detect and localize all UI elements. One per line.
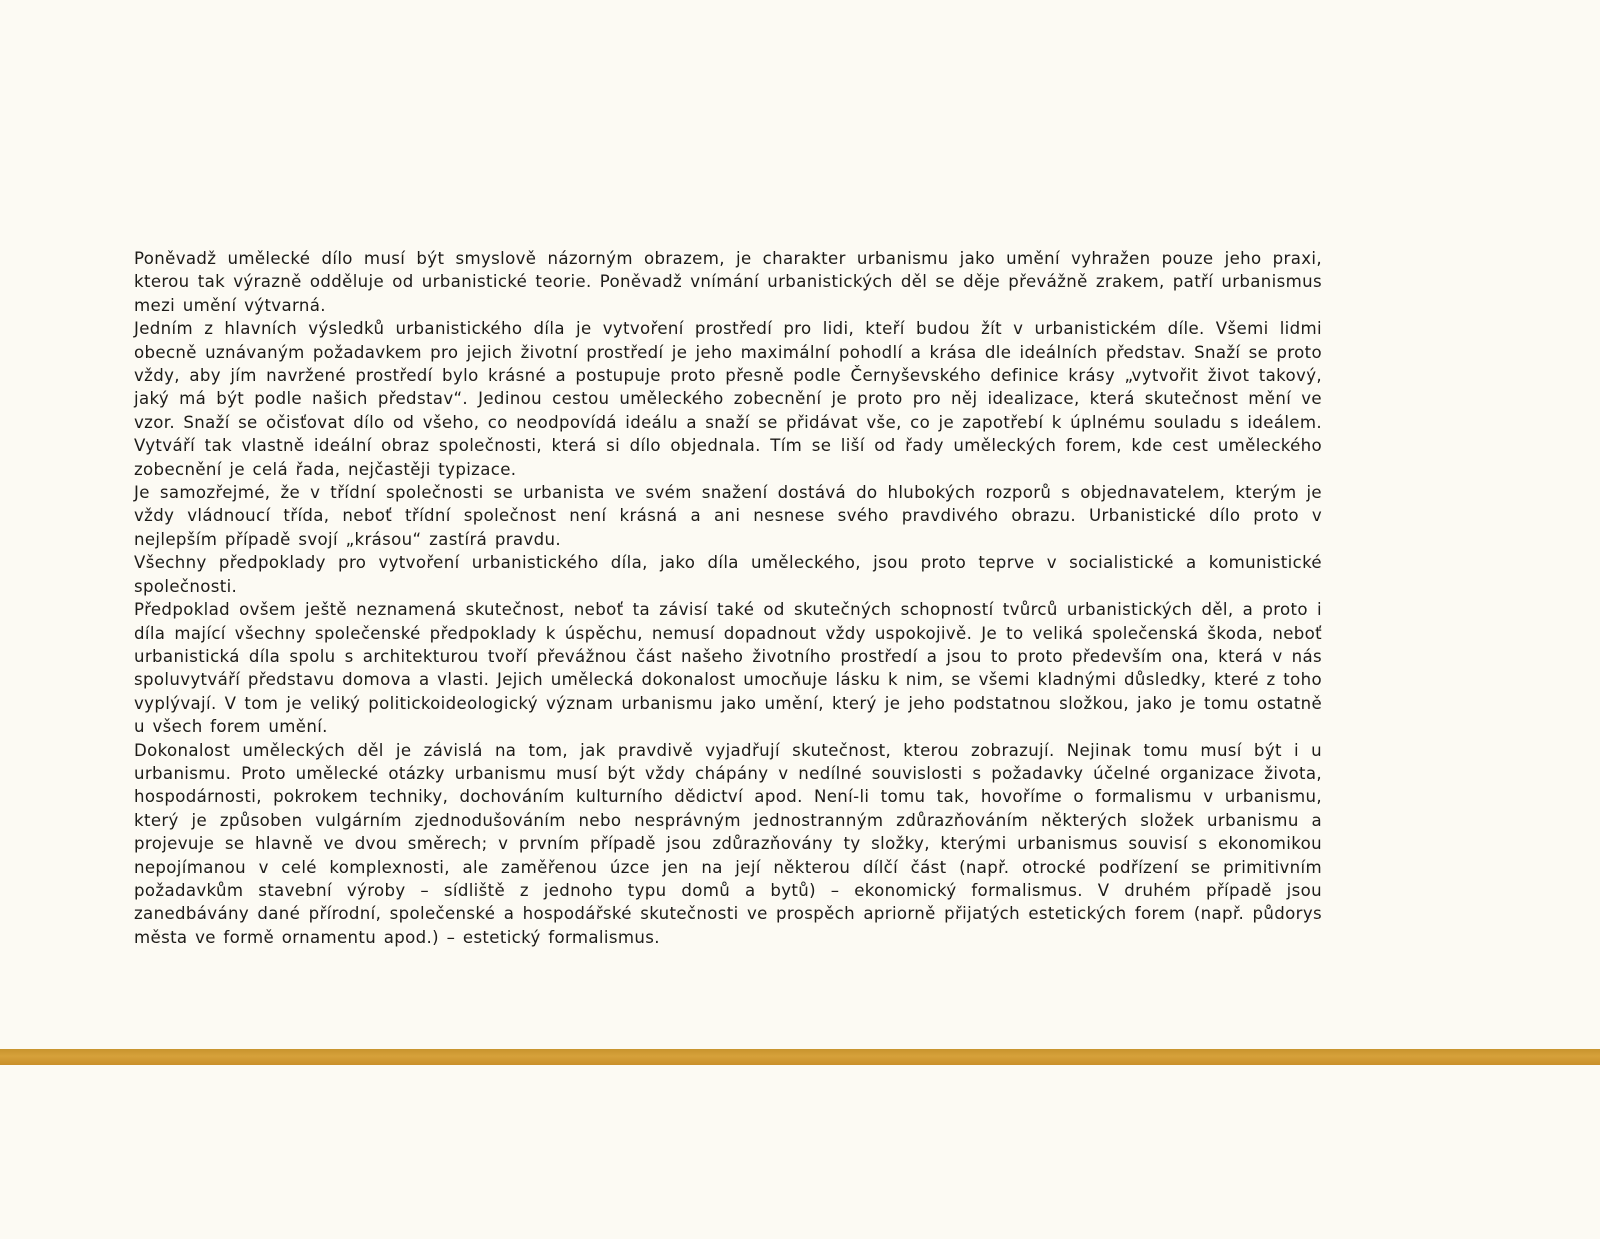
paragraph: Poněvadž umělecké dílo musí být smyslově názorným obrazem, je charakter urbanismu jako umění vyhražen pouze jeho praxi, kterou tak výrazně odděluje od urbanistické teorie. Poněvadž vnímání urbanistických děl se děje převážně zrakem, patří urbanismus mezi umění výtvarná. [134,249,1322,315]
paragraph: Všechny předpoklady pro vytvoření urbanistického díla, jako díla uměleckého, jsou proto teprve v socialistické a komunistické společnosti. [134,553,1322,596]
paragraph: Předpoklad ovšem ještě neznamená skutečnost, neboť ta závisí také od skutečných schopností tvůrců urbanistických děl, a proto i díla mající všechny společenské předpoklady k úspěchu, nemusí dopadnout vždy uspokojivě. Je to veliká společenská škoda, neboť urbanistická díla spolu s architekturou tvoří převážnou část našeho životního prostředí a jsou to proto především ona, která v nás spoluvytváří představu domova a vlasti. Jejich umělecká dokonalost umocňuje lásku k nim, se všemi kladnými důsledky, které z toho vyplývají. V tom je veliký politickoideologický význam urbanismu jako umění, který je jeho podstatnou složkou, jako je tomu ostatně u všech forem umění. [134,600,1322,737]
paragraph: Jedním z hlavních výsledků urbanistického díla je vytvoření prostředí pro lidi, kteří budou žít v urbanistickém díle. Všemi lidmi obecně uznávaným požadavkem pro jejich životní prostředí je jeho maximální pohodlí a krása dle ideálních představ. Snaží se proto vždy, aby jím navržené prostředí bylo krásné a postupuje proto přesně podle Černyševského definice krásy „vytvořit život takový, jaký má být podle našich představ“. Jedinou cestou uměleckého zobecnění je proto pro něj idealizace, která skutečnost mění ve vzor. Snaží se očisťovat dílo od všeho, co neodpovídá ideálu a snaží se přidávat vše, co je zapotřebí k úplnému souladu s ideálem. Vytváří tak vlastně ideální obraz společnosti, která si dílo objednala. Tím se liší od řady uměleckých forem, kde cest uměleckého zobecnění je celá řada, nejčastěji typizace. [134,319,1322,479]
paragraph: Je samozřejmé, že v třídní společnosti se urbanista ve svém snažení dostává do hlubokých rozporů s objednavatelem, kterým je vždy vládnoucí třída, neboť třídní společnost není krásná a ani nesnese svého pravdivého obrazu. Urbanistické dílo proto v nejlepším případě svojí „krásou“ zastírá pravdu. [134,483,1322,549]
body-text [134,247,1322,949]
paragraph: Dokonalost uměleckých děl je závislá na tom, jak pravdivě vyjadřují skutečnost, kterou zobrazují. Nejinak tomu musí být i u urbanismu. Proto umělecké otázky urbanismu musí být vždy chápány v nedílné souvislosti s požadavky účelné organizace života, hospodárnosti, pokrokem techniky, dochováním kulturního dědictví apod. Není-li tomu tak, hovoříme o formalismu v urbanismu, který je způsoben vulgárním zjednodušováním nebo nesprávným jednostranným zdůrazňováním některých složek urbanismu a projevuje se hlavně ve dvou směrech; v prvním případě jsou zdůrazňovány ty složky, kterými urbanismus souvisí s ekonomikou nepojímanou v celé komplexnosti, ale zaměřenou úzce jen na její některou dílčí část (např. otrocké podřízení se primitivním požadavkům stavební výroby – sídliště z jednoho typu domů a bytů) – ekonomický formalismus. V druhém případě jsou zanedbávány dané přírodní, společenské a hospodářské skutečnosti ve prospěch apriorně přijatých estetických forem (např. půdorys města ve formě ornamentu apod.) – estetický formalismus. [134,740,1322,947]
decorative-gold-stripe [0,1049,1600,1065]
